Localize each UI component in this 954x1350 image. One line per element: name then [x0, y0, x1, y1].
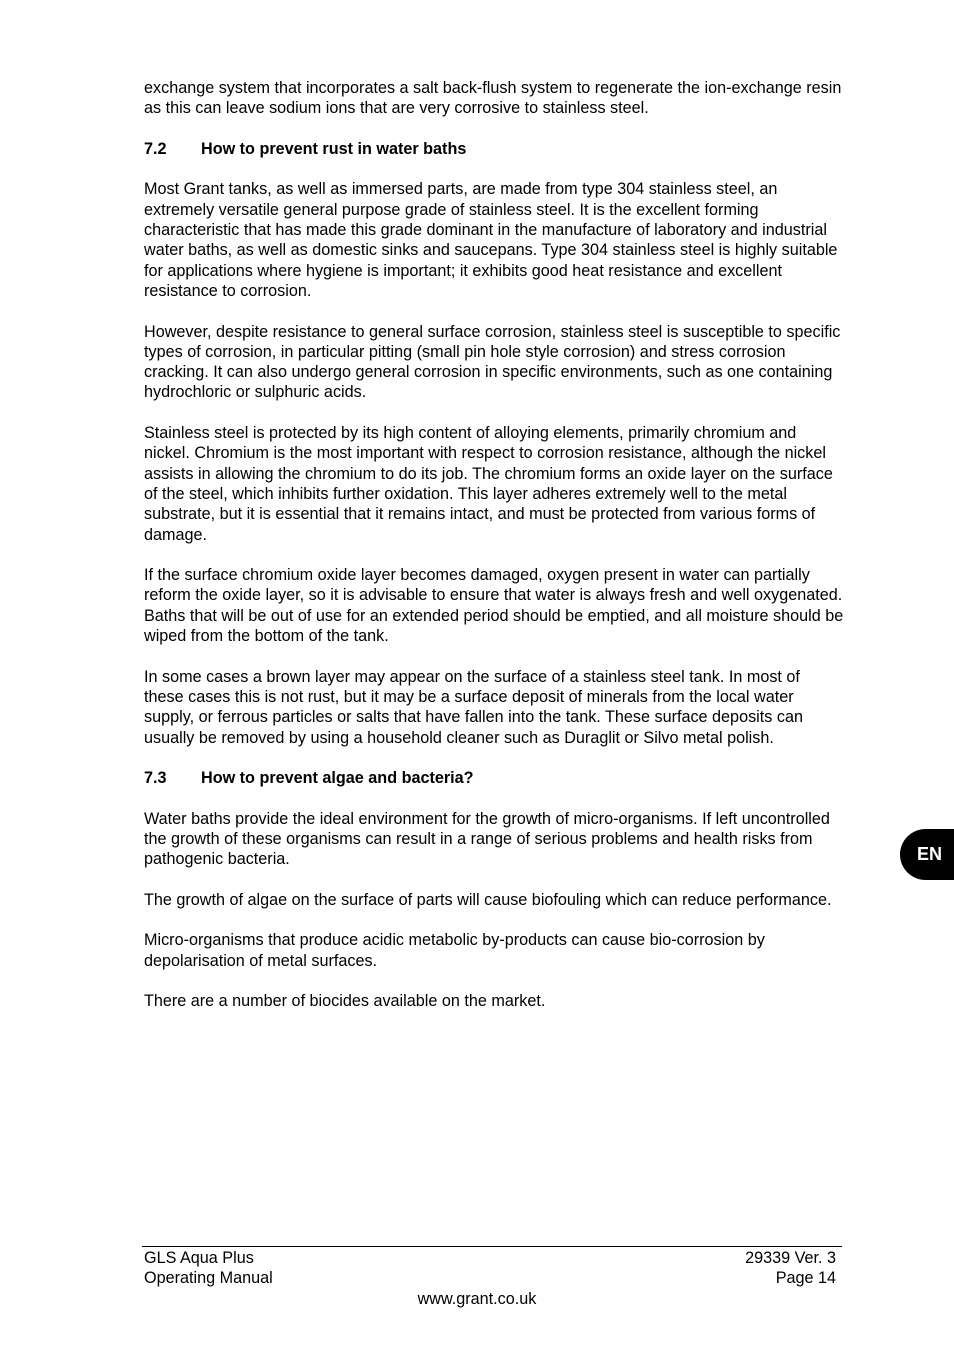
- footer-left: [144, 1248, 273, 1289]
- intro-paragraph: exchange system that incorporates a salt back-flush system to regenerate the ion-exchange resin as this can leave sodium ions that are very corrosive to stainless steel.: [144, 79, 842, 118]
- paragraph: Most Grant tanks, as well as immersed parts, are made from type 304 stainless steel, an extremely versatile general purpose grade of stainless steel. It is the excellent forming characteristic that has made this grade dominant in the manufacture of laboratory and industrial water baths, as well as domestic sinks and saucepans. Type 304 stainless steel is highly suitable for applications where hygiene is important; it exhibits good heat resistance and excellent resistance to corrosion.: [144, 180, 838, 300]
- section-number: 7.2: [144, 139, 167, 158]
- paragraph: There are a number of biocides available on the market.: [144, 992, 546, 1011]
- footer-doc-type: Operating Manual: [144, 1269, 273, 1288]
- paragraph: In some cases a brown layer may appear on the surface of a stainless steel tank. In most of these cases this is not rust, but it may be a surface deposit of minerals from the local water supply, or ferrous particles or salts that have fallen into the tank. These surface deposits can usually be removed by using a household cleaner such as Duraglit or Silvo metal polish.: [144, 667, 803, 747]
- language-tab: EN: [900, 829, 954, 880]
- section-heading-7-2: [144, 139, 844, 159]
- paragraph: If the surface chromium oxide layer becomes damaged, oxygen present in water can partially reform the oxide layer, so it is advisable to ensure that water is always fresh and well oxygenated. Baths that will be out of use for an extended period should be emptied, and all moisture should be wiped from the bottom of the tank.: [144, 566, 844, 646]
- paragraph: The growth of algae on the surface of parts will cause biofouling which can reduce performance.: [144, 890, 832, 909]
- footer-page-number: Page 14: [775, 1269, 836, 1288]
- paragraph: Micro-organisms that produce acidic metabolic by-products can cause bio-corrosion by depolarisation of metal surfaces.: [144, 931, 765, 970]
- page-content: [144, 78, 844, 1032]
- footer-doc-version: 29339 Ver. 3: [745, 1249, 836, 1267]
- footer-product: GLS Aqua Plus: [144, 1249, 254, 1267]
- section-number: 7.3: [144, 769, 167, 788]
- footer-url: www.grant.co.uk: [417, 1290, 537, 1308]
- section-title: How to prevent rust in water baths: [201, 139, 467, 158]
- section-title: How to prevent algae and bacteria?: [201, 769, 474, 788]
- footer-right: [745, 1248, 836, 1289]
- paragraph: Water baths provide the ideal environment for the growth of micro-organisms. If left uncontrolled the growth of these organisms can result in a range of serious problems and health risks from pathogenic bacteria.: [144, 809, 830, 869]
- section-heading-7-3: [144, 768, 844, 788]
- paragraph: Stainless steel is protected by its high content of alloying elements, primarily chromium and nickel. Chromium is the most important with respect to corrosion resistance, although the nickel assists in allowing the chromium to do its job. The chromium forms an oxide layer on the surface of the steel, which inhibits further oxidation. This layer adheres extremely well to the metal substrate, but it is essential that it remains intact, and must be protected from various forms of damage.: [144, 424, 833, 544]
- footer-divider: [142, 1246, 842, 1247]
- paragraph: However, despite resistance to general surface corrosion, stainless steel is susceptible to specific types of corrosion, in particular pitting (small pin hole style corrosion) and stress corrosion cracking. It can also undergo general corrosion in specific environments, such as one containing hydrochloric or sulphuric acids.: [144, 322, 841, 402]
